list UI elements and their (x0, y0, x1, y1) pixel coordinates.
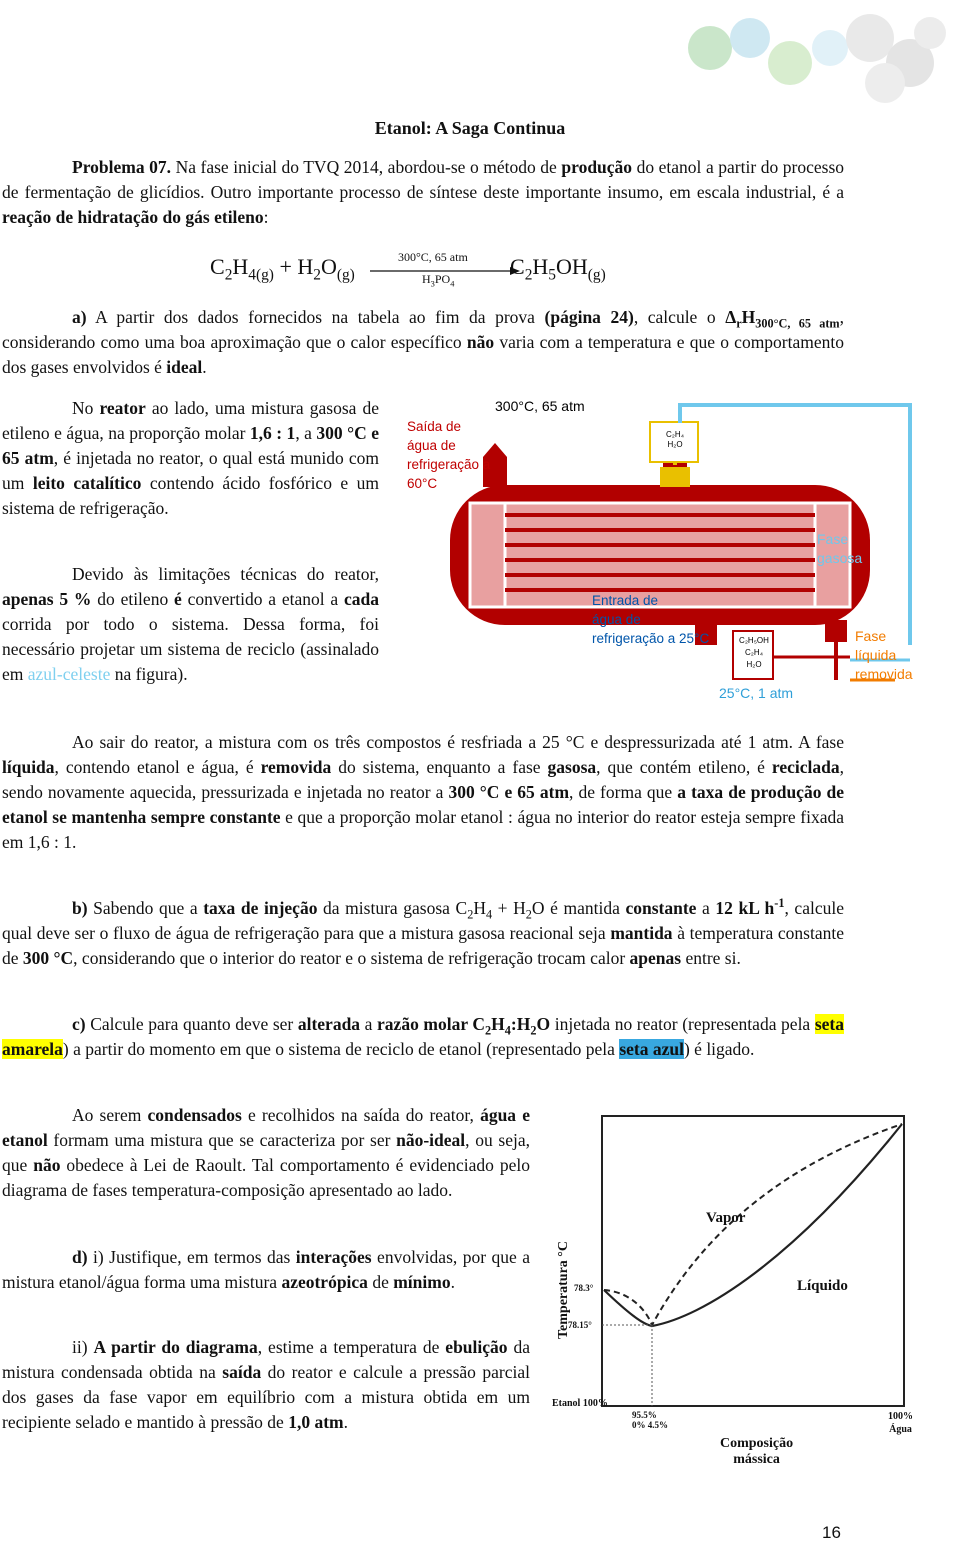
diagram-x-axis-label: Composição mássica (720, 1436, 794, 1467)
azeotrope-description: Ao serem condensados e recolhidos na saída do reator, água e etanol formam uma mistura que se caracteriza por ser não-ideal, ou seja, que não obedece à Lei de Raoult. Tal comportamento é evidenciado pelo diagrama de fases temperatura-composição apresentado ao lado. (2, 1105, 530, 1200)
recycle-description: Devido às limitações técnicas do reator, apenas 5 % do etileno é convertido a etanol a cada corrida por todo o sistema. Dessa forma, foi necessário projetar um sistema de reciclo (assinalado em azul-celeste na figura). (2, 564, 380, 684)
composition-ticks: 95.5% 0% 4.5% (632, 1410, 668, 1430)
process-description: Ao sair do reator, a mistura com os três compostos é resfriada a 25 °C e despressurizada até 1 atm. A fase líquida, contendo etanol e água, é removida do sistema, enquanto a fase gasosa, que contém etileno, é reciclada, sendo novamente aquecida, pressurizada e injetada no reator a 300 °C e 65 atm, de forma que a taxa de produção de etanol se mantenha sempre constante e que a proporção molar etanol : água no interior do reator esteja sempre fixada em 1,6 : 1. (2, 732, 845, 852)
bottom-condition-label: 25°C, 1 atm (719, 685, 794, 701)
temp-tick-2: 78.15° (568, 1320, 592, 1330)
vapor-label: Vapor (706, 1210, 746, 1226)
ethanol-axis-label: Etanol 100% (552, 1398, 608, 1409)
catalyst: $H_3PO_4$ (422, 272, 455, 289)
water-axis-label: 100% Água (888, 1411, 913, 1435)
top-mix-box: C₂H₄ H₂O (666, 430, 684, 449)
reaction-conditions-top: 300°C, 65 atm (398, 250, 468, 264)
diagram-y-axis-label: Temperatura °C (556, 1241, 571, 1340)
bottom-mix-box: C₂H₅OH C₂H₄ H₂O (739, 636, 769, 669)
question-d-i: d) i) Justifique, em termos das interações envolvidas, por que a mistura etanol/água forma uma mistura azeotrópica de mínimo. (2, 1247, 530, 1292)
top-condition-label: 300°C, 65 atm (495, 398, 585, 414)
question-b: b) Sabendo que a taxa de injeção da mistura gasosa $C_2H_4 + H_2O$ é mantida constante a 12 kL $h^{-1}$, calcule qual deve ser o fluxo de água de refrigeração para que a mistura gasosa reacional seja mantida à temperatura constante de 300 °C, considerando que o interior do reator e o sistema de refrigeração trocam calor apenas entre si. (2, 896, 844, 968)
temp-tick-1: 78.3° (574, 1283, 594, 1293)
cooling-water-entry-label: Entrada de água de refrigeração a 25°C (592, 593, 710, 646)
reactor-description: No reator ao lado, uma mistura gasosa de etileno e água, na proporção molar 1,6 : 1, a 300 °C e 65 atm, é injetada no reator, o qual está munido com um leito catalítico contendo ácido fosfórico e um sistema de refrigeração. (2, 398, 380, 518)
problem-intro: Problema 07. Na fase inicial do TVQ 2014, abordou-se o método de produção do etanol a partir do processo de fermentação de glicídios. Outro importante processo de síntese deste importante insumo, em escala industrial, é a reação de hidratação do gás etileno: (2, 157, 844, 227)
question-d-ii: ii) A partir do diagrama, estime a temperatura de ebulição da mistura condensada obtida na saída do reator e calcule a pressão parcial dos gases da fase vapor em equilíbrio com a mistura obtida em um recipiente selado e mantido à pressão de 1,0 atm. (2, 1337, 531, 1432)
liquid-phase-label: Fase líquida removida (855, 628, 913, 682)
reaction-equation: $C_2H_{4(g)} + H_2O_{(g)}$ 300°C, 65 atm $H_3PO_4$ $C_2H_5OH_{(g)}$ (210, 250, 606, 289)
page-number: 16 (822, 1523, 841, 1542)
page-title: Etanol: A Saga Continua (374, 118, 566, 138)
question-c: c) Calcule para quanto deve ser alterada a razão molar $C_2H_4:H_2O$ injetada no reator (representada pela seta amarela) a partir do momento em que o sistema de reciclo de etanol (representado pela seta azul) é ligado. (2, 1014, 844, 1059)
logo-molecules (680, 8, 950, 113)
gas-phase-label: Fase gasosa (817, 531, 863, 566)
liquid-label: Líquido (797, 1278, 848, 1294)
question-a: a) A partir dos dados fornecidos na tabela ao fim da prova (página 24), calcule o $\Delta_rH_{300^\circ C, 65 atm}$, considerando como uma boa aproximação que o calor específico não varia com a temperatura e que o comportamento dos gases envolvidos é ideal. (2, 307, 845, 377)
cooling-water-exit-label: Saída de água de refrigeração a 60°C (407, 419, 491, 491)
phase-diagram (552, 1112, 942, 1472)
reactor-figure (395, 395, 935, 715)
